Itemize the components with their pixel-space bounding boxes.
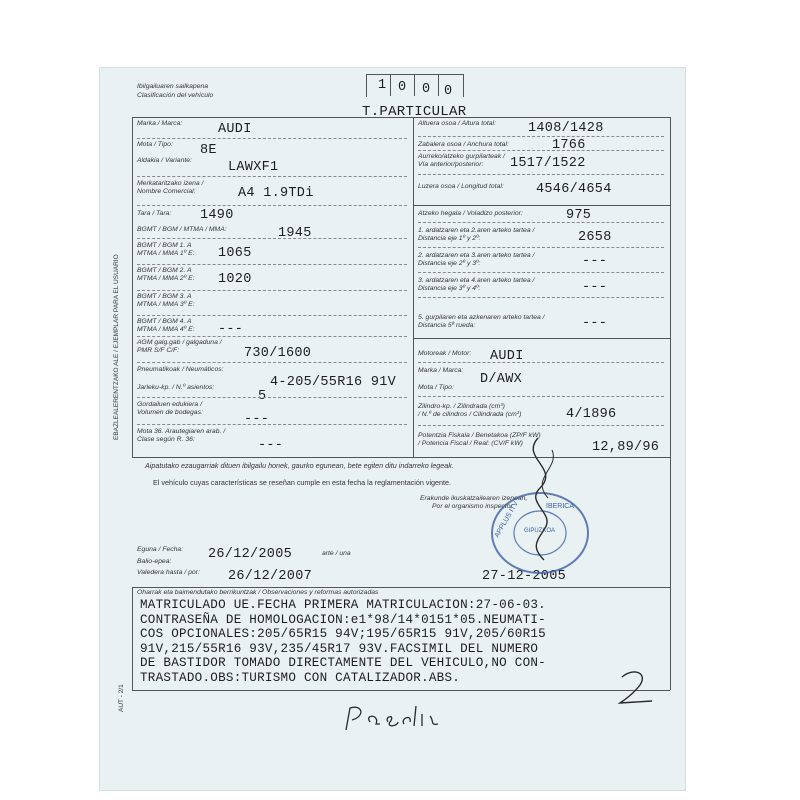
dash xyxy=(418,150,664,151)
stamp-text-left: APPLUS ITV xyxy=(493,500,520,539)
mma3-label-2: MTMA / MMA 3º E: xyxy=(137,301,195,308)
dash xyxy=(418,222,664,223)
mma1-value: 1065 xyxy=(218,246,252,261)
motor-marca-label: Marka / Marca: xyxy=(418,367,464,374)
frame-left xyxy=(132,117,133,457)
cilindrada-label-1: Zilindro-kp. / Zilindrada (cm³) xyxy=(418,403,505,410)
bodegas-label-1: Gordailuen edukiera / xyxy=(137,401,202,408)
frame-middle xyxy=(413,117,414,457)
arte-label: arte / una xyxy=(322,550,351,557)
clase-label-2: Clase según R. 36: xyxy=(137,436,195,443)
inspector-eu: Erakunde ikuskatzailearen izenean, xyxy=(420,495,528,502)
anchura-label: Zabalera osoa / Anchura total: xyxy=(418,141,509,148)
motor-value: AUDI xyxy=(490,349,524,364)
form-code: AUT - 2/1 xyxy=(118,684,125,712)
dash xyxy=(137,424,407,425)
stamp-text-center: GIPUZKOA xyxy=(524,528,556,534)
voladizo-value: 975 xyxy=(566,208,592,223)
longitud-value: 4546/4654 xyxy=(536,182,612,197)
mma2-value: 1020 xyxy=(218,272,252,287)
code-digit: 0 xyxy=(398,80,407,95)
mma2-label-1: BGMT / BGM 2. A xyxy=(137,267,192,274)
dash xyxy=(137,205,407,206)
inspector-es: Por el organismo inspector xyxy=(432,503,513,510)
code-digit: 1 xyxy=(378,78,387,93)
dash xyxy=(137,238,407,239)
stamp-date: 27-12-2005 xyxy=(482,569,567,584)
eje23-value: --- xyxy=(582,254,608,269)
marca-value: AUDI xyxy=(218,122,252,137)
eje12-label-1: 1. ardatzaren eta 2.aren arteko tartea / xyxy=(418,227,535,234)
pmr-value: 730/1600 xyxy=(244,346,312,361)
mma4-value: --- xyxy=(218,322,244,337)
dash xyxy=(137,176,407,177)
neumaticos-value: 4-205/55R16 91V xyxy=(270,375,397,390)
validez-label: Valedera hasta / por: xyxy=(137,569,200,576)
quinta-label-2: Distancia 5ª rueda: xyxy=(418,322,476,329)
obs-line: CONTRASEÑA DE HOMOLOGACION:e1*98/14*0151*05.NEUMATI- xyxy=(140,612,546,627)
handwritten-mark xyxy=(612,665,662,710)
obs-line: TRASTADO.OBS:TURISMO CON CATALIZADOR.ABS. xyxy=(140,670,461,685)
clasif-label-eu: Ibilgailuaren sailkapena xyxy=(137,83,209,90)
dash xyxy=(418,174,664,175)
quinta-value: --- xyxy=(582,316,608,331)
mma-value: 1945 xyxy=(278,226,312,241)
nombre-value: A4 1.9TDi xyxy=(238,186,314,201)
mma-label: BGMT / BGM / MTMA / MMA: xyxy=(137,226,227,233)
asientos-label: Jarleku-kp. / N.º asientos: xyxy=(137,384,215,391)
mma3-label-1: BGMT / BGM 3. A xyxy=(137,293,192,300)
code-divider xyxy=(390,74,391,96)
clase-value: --- xyxy=(258,438,284,453)
side-text-usuario: EBAZLEALERENTZAKO ALE / EJEMPLAR PARA EL USUARIO xyxy=(113,254,120,440)
longitud-label: Luzera osoa / Longitud total: xyxy=(418,183,504,190)
dash xyxy=(418,247,664,248)
dash xyxy=(137,362,407,363)
nombre-label-1: Merkataritzako izena / xyxy=(137,180,204,187)
obs-line: MATRICULADO UE.FECHA PRIMERA MATRICULACION:27-06-03. xyxy=(140,598,546,612)
dash xyxy=(418,425,664,426)
clasif-label-es: Clasificación del vehículo xyxy=(137,92,214,99)
dash xyxy=(418,272,664,273)
marca-label: Marka / Marca: xyxy=(137,120,183,127)
mma1-label-2: MTMA / MMA 1º E: xyxy=(137,250,195,257)
potencia-label-2: / Potencia Fiscal / Real: (CV/F kW) xyxy=(418,440,523,447)
code-digit: 0 xyxy=(422,82,431,97)
tipo-value: 8E xyxy=(200,143,217,158)
obs-left xyxy=(132,587,133,690)
frame-rule xyxy=(132,587,670,588)
asientos-value: 5 xyxy=(258,389,267,404)
motor-marca-value: D/AWX xyxy=(480,372,523,387)
dash xyxy=(418,136,664,137)
mma4-label-1: BGMT / BGM 4. A xyxy=(137,318,192,325)
obs-bottom xyxy=(132,690,670,691)
eje12-value: 2658 xyxy=(578,230,612,245)
tipo-label: Mota / Tipo: xyxy=(137,141,173,148)
eje23-label-1: 2. ardatzaren eta 3.aren arteko tartea / xyxy=(418,252,535,259)
observations-text xyxy=(140,598,675,686)
via-label-2: Vía anterior/posterior: xyxy=(418,161,484,168)
dash xyxy=(418,362,664,363)
nombre-label-2: Nombre Comercial: xyxy=(137,188,196,195)
variante-label: Aldakia / Variante: xyxy=(137,157,192,164)
motor-label: Motoreak / Motor: xyxy=(418,350,472,357)
dash xyxy=(137,290,407,291)
pmr-label-1: AGM galg.gab / galgaduna / xyxy=(137,339,222,346)
obs-line: DE BASTIDOR TOMADO DIRECTAMENTE DEL VEHICULO,NO CON- xyxy=(140,656,546,671)
fecha-label: Eguna / Fecha: xyxy=(137,546,184,553)
validez-value: 26/12/2007 xyxy=(228,569,313,584)
anchura-value: 1766 xyxy=(552,138,586,153)
mma2-label-2: MTMA / MMA 2º E: xyxy=(137,275,195,282)
neumaticos-label: Pneumatikoak / Neumáticos: xyxy=(137,366,224,373)
obs-label: Oharrak eta baimendutako berrikuntzak / Observaciones y reformas autorizadas xyxy=(137,589,379,596)
cilindrada-value: 4/1896 xyxy=(566,407,617,422)
tara-label: Tara / Tara: xyxy=(137,210,172,217)
inspector-signature xyxy=(500,428,580,568)
quinta-label-1: 5. gurpilaren eta azkenaren arteko tartea / xyxy=(418,314,545,321)
eje34-label-1: 3. ardatzaren eta 4.aren arteko tartea / xyxy=(418,277,535,284)
dash xyxy=(137,397,407,398)
potencia-label-1: Potentzia Fiskala / Benetakoa (ZP/F kW) xyxy=(418,432,541,439)
dash xyxy=(418,297,664,298)
frame-rule xyxy=(413,205,670,206)
frame-rule xyxy=(413,338,670,339)
cilindrada-label-2: / N.º de cilindros / Cilindrada (cm³) xyxy=(418,411,522,418)
eje12-label-2: Distancia eje 1º y 2º: xyxy=(418,235,481,242)
dash xyxy=(137,264,407,265)
obs-line: 91V,215/55R16 93V,235/45R17 93V.FACSIMIL DEL NUMERO xyxy=(140,641,539,656)
dash xyxy=(418,396,664,397)
dash xyxy=(137,138,407,139)
balio-label: Balio-epea: xyxy=(137,558,172,565)
bodegas-label-2: Volumen de bodegas: xyxy=(137,409,203,416)
frame-top xyxy=(132,117,670,118)
stamp-text-top: IBERICA xyxy=(546,503,575,510)
via-value: 1517/1522 xyxy=(510,156,586,171)
dash xyxy=(137,336,407,337)
mma4-label-2: MTMA / MMA 4º E: xyxy=(137,326,195,333)
pmr-label-2: PMR S/F C/F: xyxy=(137,347,180,354)
voladizo-label: Atzeko hegala / Voladizo posterior: xyxy=(418,210,523,217)
variante-value: LAWXF1 xyxy=(228,160,279,175)
tara-value: 1490 xyxy=(200,208,234,223)
declaration-es: El vehículo cuyas características se reseñan cumple en esta fecha la reglamentación vigente. xyxy=(153,478,452,487)
fecha-value: 26/12/2005 xyxy=(208,547,293,562)
code-digit: 0 xyxy=(444,84,453,99)
dash xyxy=(137,315,407,316)
declaration-eu: Aipatutako ezaugarriak dituen ibilgailu honek, gaurko egunean, bete egiten ditu indarreko legeak. xyxy=(145,461,454,470)
eje34-label-2: Distancia eje 3º y 4º: xyxy=(418,285,481,292)
eje34-value: --- xyxy=(582,280,608,295)
mma1-label-1: BGMT / BGM 1. A xyxy=(137,242,192,249)
eje23-label-2: Distancia eje 2º y 3º: xyxy=(418,260,481,267)
via-label-1: Aurreko/atzeko gurpilarteak / xyxy=(418,153,505,160)
code-divider xyxy=(414,74,415,96)
potencia-value: 12,89/96 xyxy=(592,440,660,455)
code-divider xyxy=(438,74,439,96)
bodegas-value: --- xyxy=(244,412,270,427)
owner-signature xyxy=(340,700,450,740)
motor-tipo-label: Mota / Tipo: xyxy=(418,384,454,391)
vehicle-class: T.PARTICULAR xyxy=(362,104,467,120)
obs-line: COS OPCIONALES:205/65R15 94V;195/65R15 91V,205/60R15 xyxy=(140,627,546,642)
frame-rule xyxy=(132,457,670,458)
altura-value: 1408/1428 xyxy=(528,121,604,136)
clase-label-1: Mota 36. Arautegiaren arab. / xyxy=(137,428,226,435)
altura-label: Altuera osoa / Altura total: xyxy=(418,120,496,127)
